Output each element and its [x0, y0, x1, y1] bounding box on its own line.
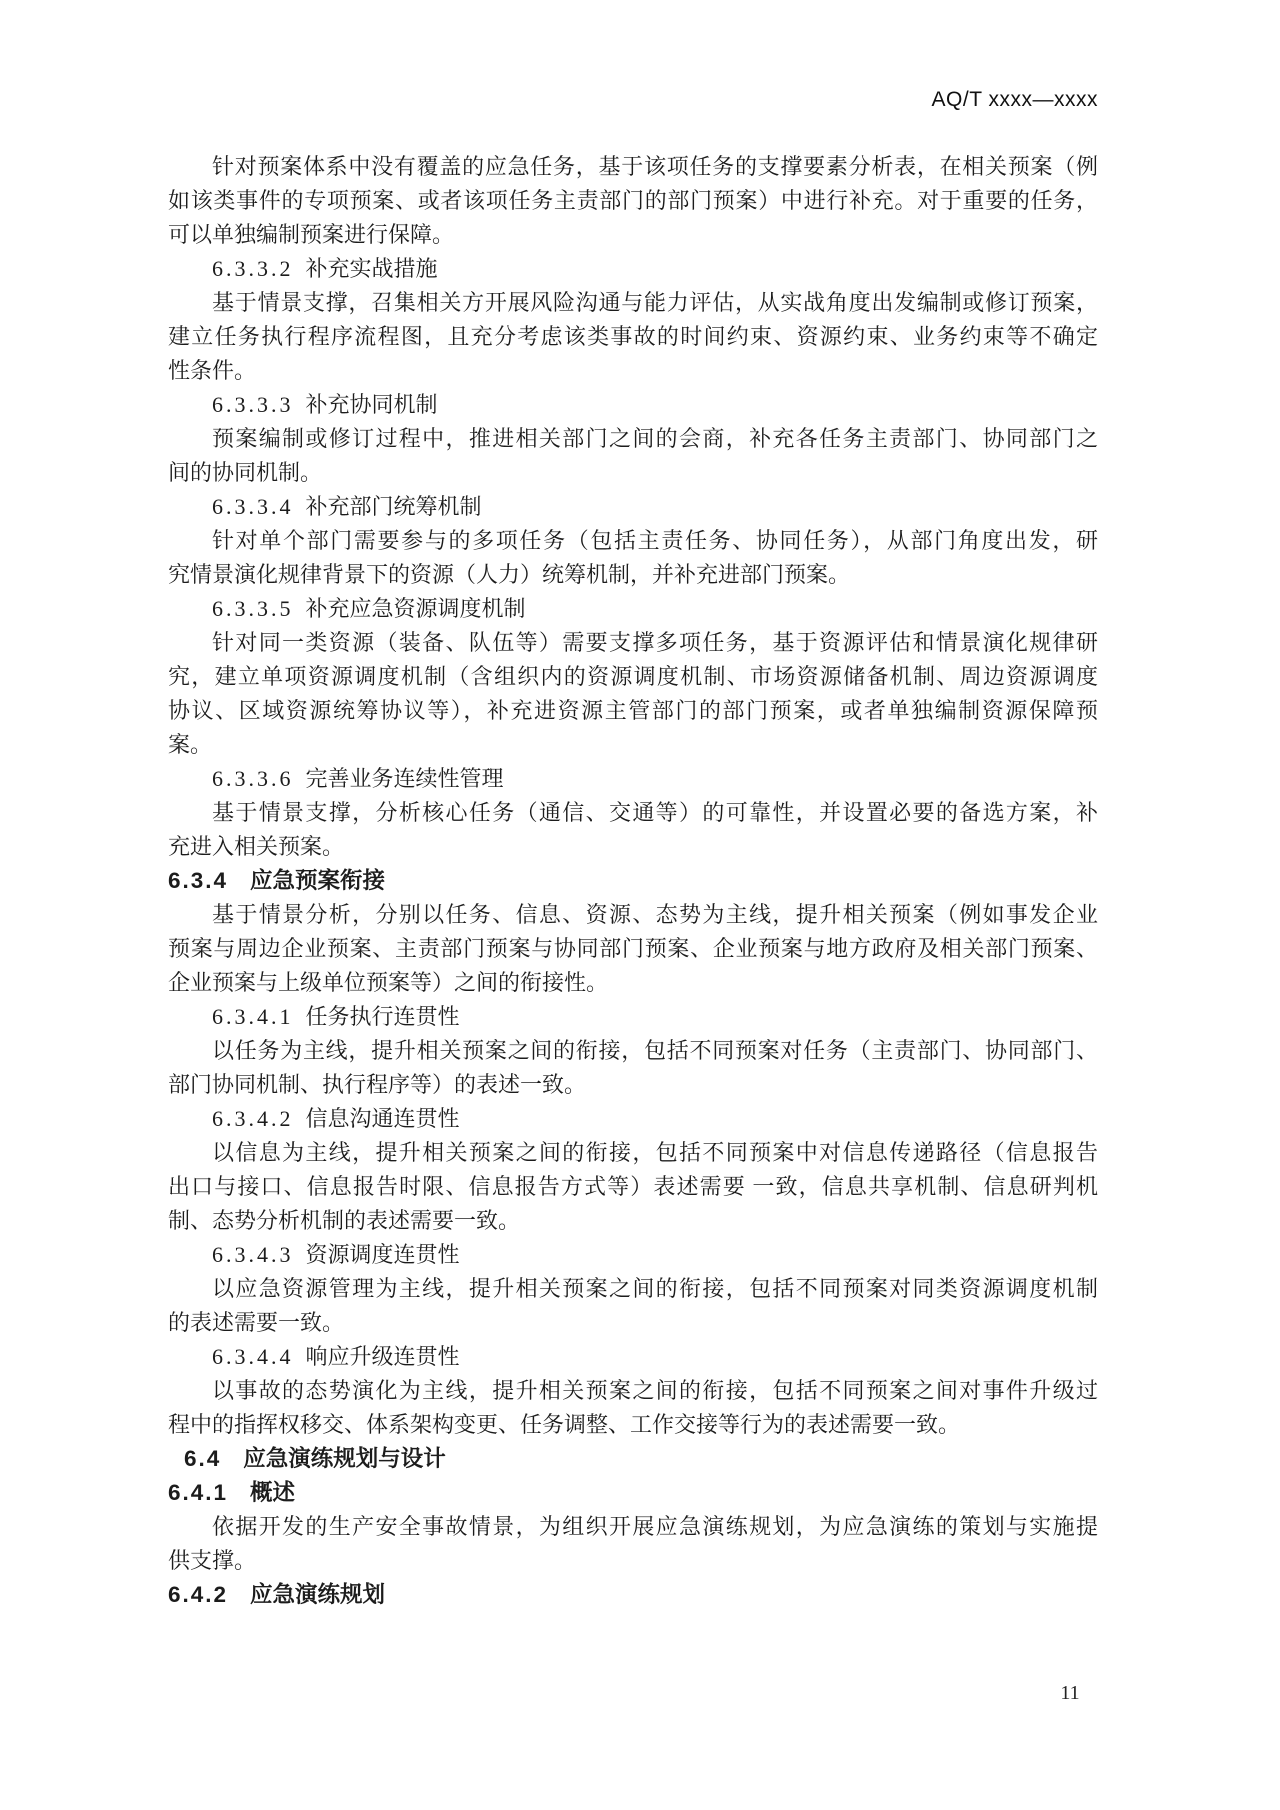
clause-number: 6.3.4.3 [212, 1242, 294, 1267]
page-number: 11 [1060, 1682, 1080, 1704]
clause-number: 6.3.4.4 [212, 1344, 294, 1369]
text-line: 可以单独编制预案进行保障。 [168, 222, 455, 247]
clause-number: 6.3.3.3 [212, 392, 294, 417]
clause-number: 6.3.4.2 [212, 1106, 294, 1131]
clause-title: 概述 [250, 1480, 296, 1505]
text-line: 以信息为主线，提升相关预案之间的衔接，包括不同预案中对信息传递路径（信息报告 [212, 1140, 1098, 1165]
text-line: 究情景演化规律背景下的资源（人力）统筹机制，并补充进部门预案。 [168, 562, 851, 587]
clause-title: 补充实战措施 [305, 256, 438, 281]
text-line: 以事故的态势演化为主线，提升相关预案之间的衔接，包括不同预案之间对事件升级过 [212, 1378, 1098, 1403]
clause-number: 6.3.3.2 [212, 256, 294, 281]
clause-title: 任务执行连贯性 [305, 1004, 460, 1029]
text-line: 基于情景分析，分别以任务、信息、资源、态势为主线，提升相关预案（例如事发企业 [212, 902, 1098, 927]
clause-number: 6.3.4.1 [212, 1004, 294, 1029]
section-heading [168, 1442, 1098, 1476]
text-line: 针对单个部门需要参与的多项任务（包括主责任务、协同任务），从部门角度出发，研 [212, 528, 1098, 553]
text-line: 案。 [168, 732, 213, 757]
subsection-heading [168, 762, 1098, 796]
clause-number: 6.3.4 [168, 868, 229, 893]
clause-title: 补充协同机制 [305, 392, 438, 417]
text-line: 供支撑。 [168, 1548, 257, 1573]
text-line: 基于情景支撑，召集相关方开展风险沟通与能力评估，从实战角度出发编制或修订预案， [212, 290, 1098, 315]
section-heading [168, 1578, 1098, 1612]
clause-number: 6.4.1 [168, 1480, 229, 1505]
text-line: 出口与接口、信息报告时限、信息报告方式等）表述需要 一致，信息共享机制、信息研判机 [168, 1174, 1098, 1199]
subsection-heading [168, 1340, 1098, 1374]
text-line: 程中的指挥权移交、体系架构变更、任务调整、工作交接等行为的表述需要一致。 [168, 1412, 961, 1437]
text-line: 以应急资源管理为主线，提升相关预案之间的衔接，包括不同预案对同类资源调度机制 [212, 1276, 1098, 1301]
text-line: 建立任务执行程序流程图，且充分考虑该类事故的时间约束、资源约束、业务约束等不确定 [168, 324, 1098, 349]
text-line: 预案与周边企业预案、主责部门预案与协同部门预案、企业预案与地方政府及相关部门预案、 [168, 936, 1098, 961]
document-body [168, 150, 1098, 1612]
clause-number: 6.3.3.6 [212, 766, 294, 791]
text-line: 预案编制或修订过程中，推进相关部门之间的会商，补充各任务主责部门、协同部门之 [212, 426, 1098, 451]
subsection-heading [168, 1238, 1098, 1272]
clause-number: 6.3.3.4 [212, 494, 294, 519]
clause-title: 应急预案衔接 [250, 868, 386, 893]
text-line: 依据开发的生产安全事故情景，为组织开展应急演练规划，为应急演练的策划与实施提 [212, 1514, 1098, 1539]
text-line: 企业预案与上级单位预案等）之间的衔接性。 [168, 970, 609, 995]
section-heading [168, 1476, 1098, 1510]
text-line: 究，建立单项资源调度机制（含组织内的资源调度机制、市场资源储备机制、周边资源调度 [168, 664, 1098, 689]
clause-number: 6.3.3.5 [212, 596, 294, 621]
subsection-heading [168, 592, 1098, 626]
text-line: 如该类事件的专项预案、或者该项任务主责部门的部门预案）中进行补充。对于重要的任务， [168, 188, 1098, 213]
text-line: 以任务为主线，提升相关预案之间的衔接，包括不同预案对任务（主责部门、协同部门、 [212, 1038, 1098, 1063]
clause-title: 应急演练规划 [250, 1582, 386, 1607]
text-line: 部门协同机制、执行程序等）的表述一致。 [168, 1072, 587, 1097]
subsection-heading [168, 490, 1098, 524]
subsection-heading [168, 388, 1098, 422]
text-line: 制、态势分析机制的表述需要一致。 [168, 1208, 521, 1233]
clause-title: 响应升级连贯性 [305, 1344, 460, 1369]
subsection-heading [168, 1000, 1098, 1034]
text-line: 协议、区域资源统筹协议等），补充进资源主管部门的部门预案，或者单独编制资源保障预 [168, 698, 1098, 723]
text-line: 针对预案体系中没有覆盖的应急任务，基于该项任务的支撑要素分析表，在相关预案（例 [212, 154, 1098, 179]
clause-title: 应急演练规划与设计 [243, 1446, 446, 1471]
text-line: 的表述需要一致。 [168, 1310, 345, 1335]
text-line: 针对同一类资源（装备、队伍等）需要支撑多项任务，基于资源评估和情景演化规律研 [212, 630, 1098, 655]
clause-title: 资源调度连贯性 [305, 1242, 460, 1267]
subsection-heading [168, 252, 1098, 286]
clause-number: 6.4.2 [168, 1582, 229, 1607]
clause-title: 完善业务连续性管理 [305, 766, 504, 791]
text-line: 充进入相关预案。 [168, 834, 345, 859]
text-line: 基于情景支撑，分析核心任务（通信、交通等）的可靠性，并设置必要的备选方案，补 [212, 800, 1098, 825]
section-heading [168, 864, 1098, 898]
text-line: 间的协同机制。 [168, 460, 323, 485]
clause-title: 补充部门统筹机制 [305, 494, 482, 519]
clause-number: 6.4 [184, 1446, 222, 1471]
clause-title: 信息沟通连贯性 [305, 1106, 460, 1131]
clause-title: 补充应急资源调度机制 [305, 596, 526, 621]
document-code: AQ/T xxxx—xxxx [931, 88, 1098, 111]
subsection-heading [168, 1102, 1098, 1136]
text-line: 性条件。 [168, 358, 257, 383]
